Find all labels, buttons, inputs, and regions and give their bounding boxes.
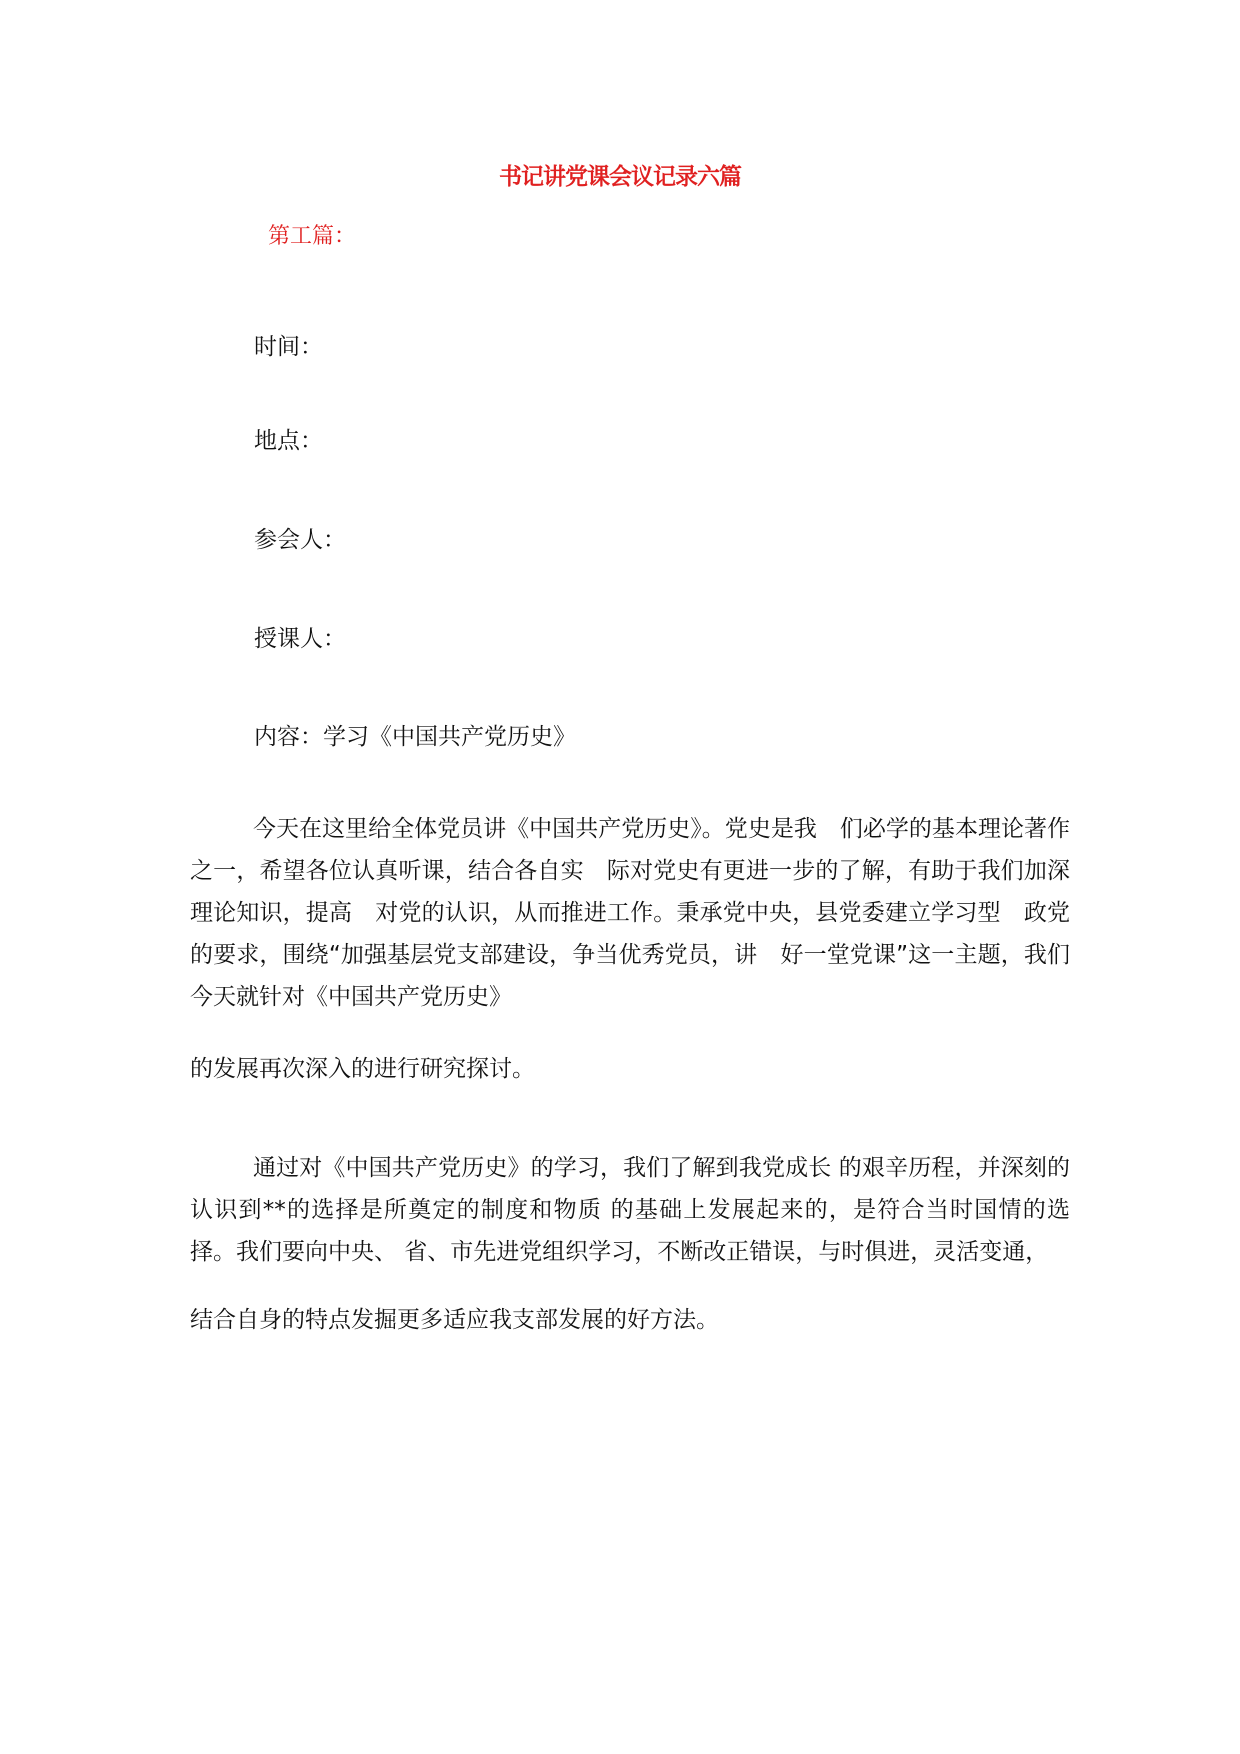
field-location: 地点：	[254, 428, 323, 454]
field-attendees: 参会人：	[254, 527, 346, 553]
field-lecturer: 授课人：	[254, 626, 346, 652]
paragraph-2: 通过对《中国共产党历史》的学习，我们了解到我党成长 的艰辛历程，并深刻的认识到**的选择是所奠定的制度和物质 的基础上发展起来的，是符合当时国情的选择。我们要向中央、 省、市先进党组织学习，不断改正错误，与时俱进，灵活变通，	[190, 1155, 1070, 1265]
paragraph-1: 今天在这里给全体党员讲《中国共产党历史》。党史是我 们必学的基本理论著作之一，希望各位认真听课，结合各自实 际对党史有更进一步的了解，有助于我们加深理论知识，提高 对党的认识，从而推进工作。秉承党中央，县党委建立学习型 政党的要求，围绕“加强基层党支部建设，争当优秀党员，讲 好一堂党课”这一主题，我们今天就针对《中国共产党历史》	[190, 816, 1070, 1010]
paragraph-2-tail: 结合自身的特点发掘更多适应我支部发展的好方法。	[190, 1307, 719, 1333]
paragraph-1-tail: 的发展再次深入的进行研究探讨。	[190, 1056, 535, 1082]
section-heading: 第工篇：	[268, 224, 357, 249]
field-time: 时间：	[254, 334, 323, 360]
field-content: 内容：学习《中国共产党历史》	[254, 724, 576, 750]
document-title: 书记讲党课会议记录六篇	[499, 164, 741, 190]
